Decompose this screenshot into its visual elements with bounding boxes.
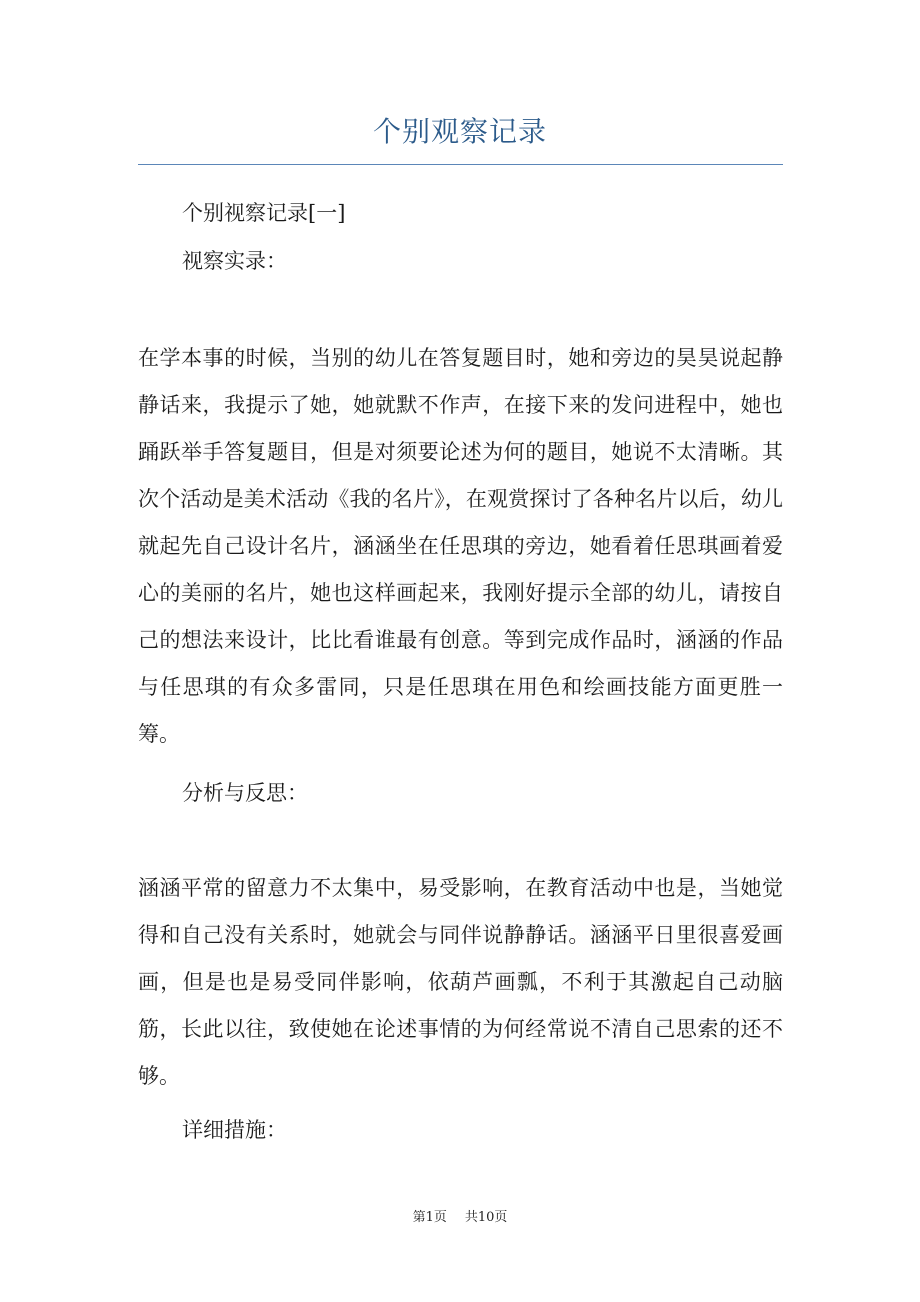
label-measures: 详细措施： [182,1118,287,1142]
title-divider [138,164,783,165]
label-record: 视察实录： [182,249,287,273]
page-footer [0,1206,920,1225]
page-total: 共10页 [464,1210,508,1225]
paragraph-record: 在学本事的时候，当别的幼儿在答复题目时，她和旁边的昊昊说起静静话来，我提示了她，她就默不作声，在接下来的发问进程中，她也踊跃举手答复题目，但是对须要论述为何的题目，她说不太清晰。其次个活动是美术活动《我的名片》，在观赏探讨了各种名片以后，幼儿就起先自己设计名片，涵涵坐在任思琪的旁边，她看着任思琪画着爱心的美丽的名片，她也这样画起来，我刚好提示全部的幼儿，请按自己的想法来设计，比比看谁最有创意。等到完成作品时，涵涵的作品与任思琪的有众多雷同，只是任思琪在用色和绘画技能方面更胜一筹。 [138,346,783,746]
label-analysis: 分析与反思： [182,781,308,805]
paragraph-analysis: 涵涵平常的留意力不太集中，易受影响，在教育活动中也是，当她觉得和自己没有关系时，她就会与同伴说静静话。涵涵平日里很喜爱画画，但是也是易受同伴影响，依葫芦画瓢，不利于其激起自己动脑筋，长此以往，致使她在论述事情的为何经常说不清自己思索的还不够。 [138,876,783,1088]
section-heading: 个别视察记录[一] [182,201,346,225]
page-number: 第1页 [412,1210,447,1225]
document-title: 个别观察记录 [372,115,547,148]
